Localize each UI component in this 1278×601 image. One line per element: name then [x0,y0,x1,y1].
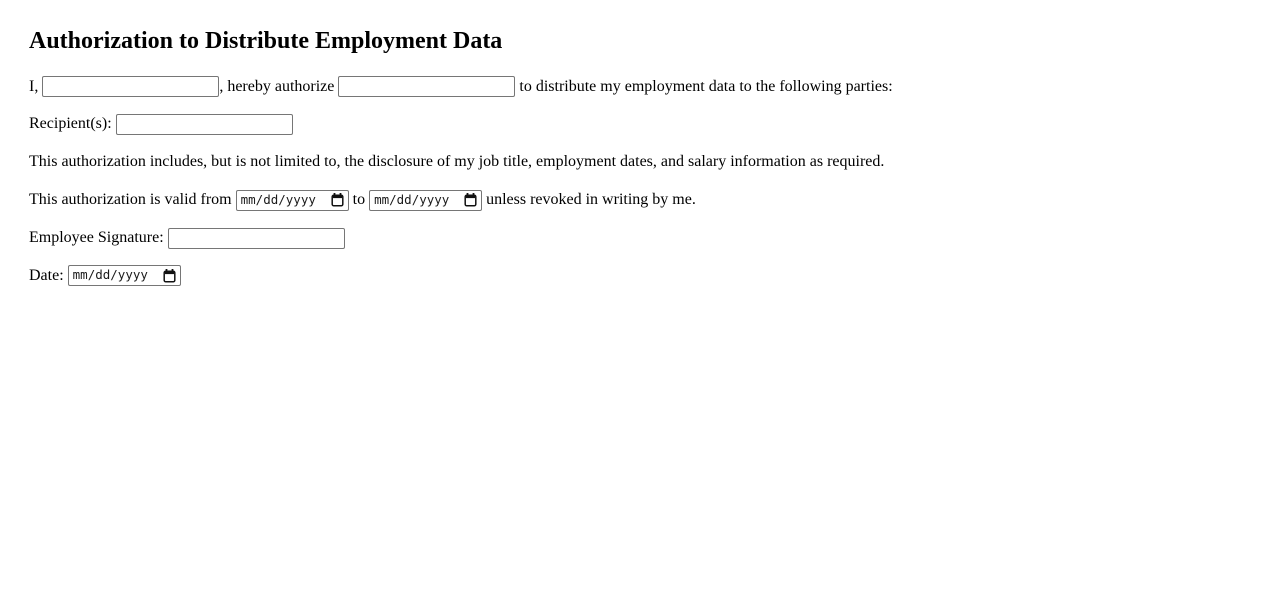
authorization-line [29,76,1248,98]
line1-suffix: to distribute my employment data to the following parties: [519,77,893,95]
date-label: Date: [29,266,64,284]
employee-name-input[interactable] [42,76,219,97]
calendar-icon[interactable] [331,193,344,207]
validity-between: to [352,190,366,208]
signature-date-placeholder: mm/dd/yyyy [72,267,148,283]
valid-from-date-placeholder: mm/dd/yyyy [240,191,316,207]
recipients-line [29,113,1248,135]
calendar-icon[interactable] [163,269,176,283]
line1-prefix: I, [29,77,39,95]
valid-from-date-input[interactable] [236,190,349,211]
date-line [29,265,1248,287]
validity-suffix: unless revoked in writing by me. [486,190,696,208]
page-title: Authorization to Distribute Employment Data [29,28,503,54]
signature-line [29,227,1248,249]
valid-to-date-input[interactable] [369,190,482,211]
disclosure-text: This authorization includes, but is not limited to, the disclosure of my job title, employment dates, and salary information as required. [29,153,885,171]
validity-line [29,189,1248,211]
signature-date-input[interactable] [68,265,181,286]
validity-prefix: This authorization is valid from [29,190,232,208]
recipients-input[interactable] [116,114,293,135]
line1-middle: , hereby authorize [219,77,335,95]
recipients-label: Recipient(s): [29,115,112,133]
valid-to-date-placeholder: mm/dd/yyyy [374,191,450,207]
employee-signature-input[interactable] [168,228,345,249]
signature-label: Employee Signature: [29,228,164,246]
calendar-icon[interactable] [464,193,477,207]
authorized-party-input[interactable] [338,76,515,97]
